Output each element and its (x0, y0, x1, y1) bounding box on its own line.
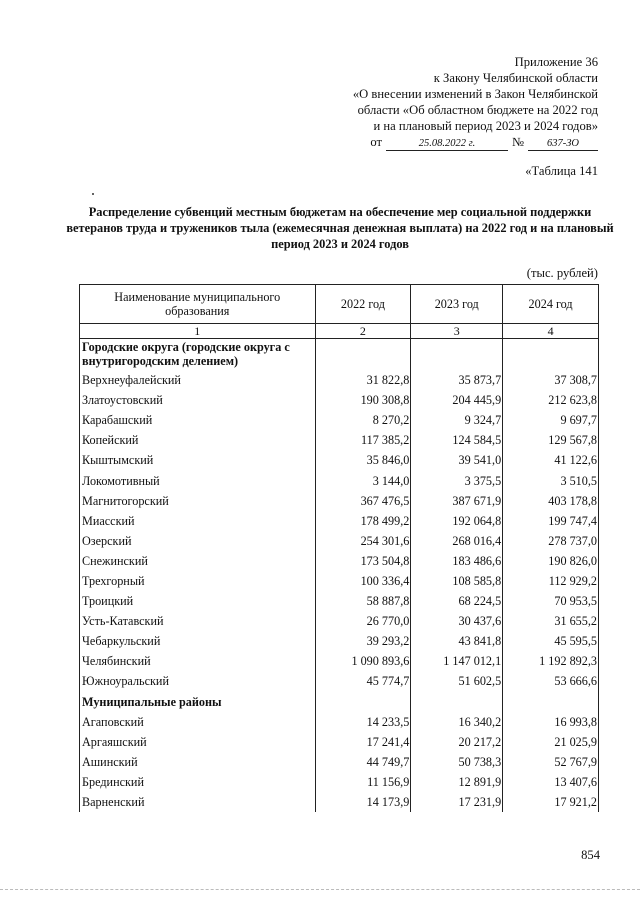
table-row (80, 390, 599, 410)
table-row (80, 571, 599, 591)
table-row (80, 732, 599, 752)
from-label: от (370, 135, 382, 149)
empty-cell (315, 339, 411, 371)
value-2024: 129 567,8 (503, 430, 599, 450)
value-2022: 45 774,7 (315, 671, 411, 691)
value-2023: 204 445,9 (411, 390, 503, 410)
empty-cell (315, 692, 411, 712)
value-2022: 11 156,9 (315, 772, 411, 792)
section-header-row (80, 692, 599, 712)
municipality-name: Ашинский (80, 752, 316, 772)
municipality-name: Верхнеуфалейский (80, 370, 316, 390)
municipality-name: Челябинский (80, 651, 316, 671)
value-2023: 68 224,5 (411, 591, 503, 611)
table-header-row (80, 285, 599, 324)
value-2024: 13 407,6 (503, 772, 599, 792)
units-label: (тыс. рублей) (526, 266, 598, 280)
municipality-name: Снежинский (80, 551, 316, 571)
value-2022: 117 385,2 (315, 430, 411, 450)
law-number: 637-ЗО (528, 138, 598, 151)
value-2024: 41 122,6 (503, 450, 599, 470)
value-2024: 112 929,2 (503, 571, 599, 591)
value-2022: 58 887,8 (315, 591, 411, 611)
value-2022: 190 308,8 (315, 390, 411, 410)
value-2023: 108 585,8 (411, 571, 503, 591)
table-row (80, 531, 599, 551)
value-2023: 387 671,9 (411, 491, 503, 511)
municipality-name: Чебаркульский (80, 631, 316, 651)
column-header-2023: 2023 год (411, 285, 503, 324)
value-2022: 254 301,6 (315, 531, 411, 551)
municipality-name: Карабашский (80, 410, 316, 430)
column-header-2024: 2024 год (503, 285, 599, 324)
value-2024: 70 953,5 (503, 591, 599, 611)
section-title: Городские округа (городские округа с внутригородским делением) (80, 339, 316, 371)
law-date: 25.08.2022 г. (386, 138, 508, 151)
document-title: Распределение субвенций местным бюджетам на обеспечение мер социальной поддержки ветеранов труда и тружеников тыла (ежемесячная денежная выплата) на 2022 год и на плановый период 2023 и 2024 годов (66, 205, 614, 251)
municipality-name: Кыштымский (80, 450, 316, 470)
column-number: 3 (411, 324, 503, 339)
value-2022: 26 770,0 (315, 611, 411, 631)
value-2022: 31 822,8 (315, 370, 411, 390)
value-2024: 16 993,8 (503, 712, 599, 732)
value-2023: 183 486,6 (411, 551, 503, 571)
column-number: 2 (315, 324, 411, 339)
empty-cell (503, 692, 599, 712)
table-row (80, 712, 599, 732)
value-2023: 192 064,8 (411, 511, 503, 531)
value-2024: 278 737,0 (503, 531, 599, 551)
subvention-table (79, 284, 599, 812)
table-row (80, 551, 599, 571)
value-2022: 367 476,5 (315, 491, 411, 511)
law-date-number-row (353, 134, 598, 151)
value-2022: 44 749,7 (315, 752, 411, 772)
municipality-name: Агаповский (80, 712, 316, 732)
table-row (80, 430, 599, 450)
empty-cell (411, 692, 503, 712)
table-reference: «Таблица 141 (525, 164, 598, 178)
value-2024: 53 666,6 (503, 671, 599, 691)
table-row (80, 450, 599, 470)
table-row (80, 792, 599, 812)
scan-dot (92, 193, 94, 195)
municipality-name: Аргаяшский (80, 732, 316, 752)
value-2023: 12 891,9 (411, 772, 503, 792)
municipality-name: Озерский (80, 531, 316, 551)
value-2022: 39 293,2 (315, 631, 411, 651)
value-2023: 9 324,7 (411, 410, 503, 430)
appendix-line: Приложение 36 (514, 55, 598, 69)
table-row (80, 671, 599, 691)
appendix-block (353, 54, 598, 151)
page-number: 854 (581, 848, 600, 862)
value-2022: 35 846,0 (315, 450, 411, 470)
appendix-line: к Закону Челябинской области (433, 71, 598, 85)
value-2024: 3 510,5 (503, 470, 599, 490)
number-label: № (511, 135, 524, 149)
column-number: 4 (503, 324, 599, 339)
appendix-line: области «Об областном бюджете на 2022 год (357, 103, 598, 117)
value-2023: 51 602,5 (411, 671, 503, 691)
table-row (80, 752, 599, 772)
value-2024: 212 623,8 (503, 390, 599, 410)
value-2023: 20 217,2 (411, 732, 503, 752)
value-2023: 1 147 012,1 (411, 651, 503, 671)
empty-cell (503, 339, 599, 371)
value-2024: 1 192 892,3 (503, 651, 599, 671)
value-2023: 16 340,2 (411, 712, 503, 732)
value-2023: 39 541,0 (411, 450, 503, 470)
value-2022: 173 504,8 (315, 551, 411, 571)
value-2022: 8 270,2 (315, 410, 411, 430)
municipality-name: Локомотивный (80, 470, 316, 490)
empty-cell (411, 339, 503, 371)
table-row (80, 470, 599, 490)
value-2023: 30 437,6 (411, 611, 503, 631)
column-number: 1 (80, 324, 316, 339)
value-2024: 21 025,9 (503, 732, 599, 752)
value-2024: 17 921,2 (503, 792, 599, 812)
section-header-row (80, 339, 599, 371)
value-2024: 9 697,7 (503, 410, 599, 430)
value-2022: 178 499,2 (315, 511, 411, 531)
municipality-name: Миасский (80, 511, 316, 531)
section-title: Муниципальные районы (80, 692, 316, 712)
value-2023: 50 738,3 (411, 752, 503, 772)
value-2023: 124 584,5 (411, 430, 503, 450)
municipality-name: Златоустовский (80, 390, 316, 410)
municipality-name: Магнитогорский (80, 491, 316, 511)
value-2023: 35 873,7 (411, 370, 503, 390)
value-2023: 268 016,4 (411, 531, 503, 551)
value-2024: 52 767,9 (503, 752, 599, 772)
value-2024: 403 178,8 (503, 491, 599, 511)
municipality-name: Усть-Катавский (80, 611, 316, 631)
value-2023: 17 231,9 (411, 792, 503, 812)
municipality-name: Южноуральский (80, 671, 316, 691)
municipality-name: Брединский (80, 772, 316, 792)
table-row (80, 772, 599, 792)
municipality-name: Троицкий (80, 591, 316, 611)
column-header-name: Наименование муниципального образования (80, 285, 316, 324)
value-2022: 17 241,4 (315, 732, 411, 752)
municipality-name: Копейский (80, 430, 316, 450)
table-row (80, 370, 599, 390)
municipality-name: Трехгорный (80, 571, 316, 591)
municipality-name: Варненский (80, 792, 316, 812)
column-header-2022: 2022 год (315, 285, 411, 324)
value-2024: 31 655,2 (503, 611, 599, 631)
table-row (80, 631, 599, 651)
value-2024: 37 308,7 (503, 370, 599, 390)
value-2024: 199 747,4 (503, 511, 599, 531)
table-row (80, 511, 599, 531)
value-2022: 14 233,5 (315, 712, 411, 732)
scan-edge-line (0, 889, 640, 890)
column-number-row (80, 324, 599, 339)
table-row (80, 410, 599, 430)
table-row (80, 591, 599, 611)
table-body (80, 339, 599, 813)
value-2022: 3 144,0 (315, 470, 411, 490)
value-2022: 100 336,4 (315, 571, 411, 591)
value-2022: 1 090 893,6 (315, 651, 411, 671)
table-row (80, 651, 599, 671)
table-row (80, 491, 599, 511)
value-2023: 43 841,8 (411, 631, 503, 651)
value-2022: 14 173,9 (315, 792, 411, 812)
value-2024: 45 595,5 (503, 631, 599, 651)
appendix-line: «О внесении изменений в Закон Челябинской (352, 87, 598, 101)
value-2024: 190 826,0 (503, 551, 599, 571)
value-2023: 3 375,5 (411, 470, 503, 490)
appendix-line: и на плановый период 2023 и 2024 годов» (373, 119, 598, 133)
table-row (80, 611, 599, 631)
